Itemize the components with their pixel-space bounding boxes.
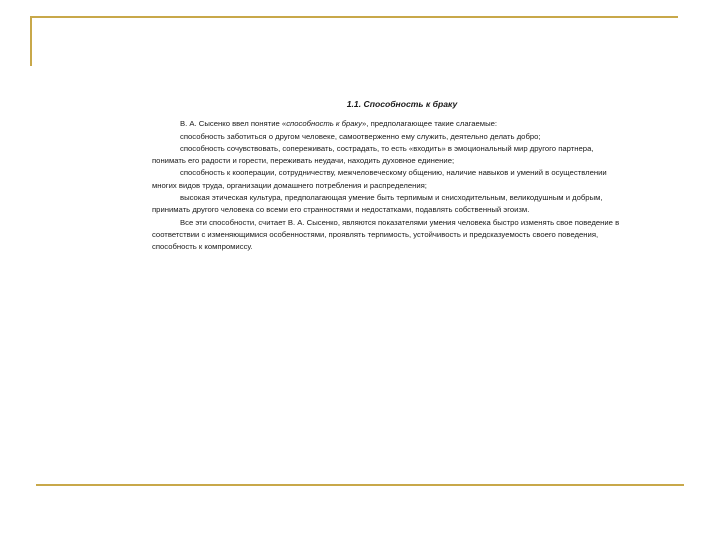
intro-paragraph — [152, 118, 624, 130]
list-item: способность к кооперации, сотрудничеству, межчеловеческому общению, наличие навыков и умений в осуществлении многих видов труда, организации домашнего потребления и распределения; — [152, 168, 607, 190]
list-item: высокая этическая культура, предполагающая умение быть терпимым и снисходительным, великодушным и добрым, принимать другого человека со всеми его странностями и недостатками, подавлять собственный эгоизм. — [152, 193, 603, 215]
slide-content — [152, 98, 624, 254]
frame-left-line — [30, 16, 32, 66]
frame-top-line — [30, 16, 678, 18]
intro-text-after: », предполагающее такие слагаемые: — [362, 119, 498, 129]
intro-text-before: В. А. Сысенко ввел понятие « — [180, 119, 287, 129]
section-title: 1.1. Способность к браку — [346, 99, 458, 109]
frame-bottom-line — [36, 484, 684, 486]
list-item: способность сочувствовать, сопереживать, сострадать, то есть «входить» в эмоциональный мир другого партнера, понимать его радости и горести, переживать неудачи, находить духовное единение; — [152, 143, 594, 166]
intro-term: способность к браку — [286, 119, 363, 129]
conclusion-paragraph: Все эти способности, считает В. А. Сысенко, являются показателями умения человека быстро изменять свое поведение в соответствии с изменяющимися особенностями, проявлять терпимость, устойчивость и предсказуемость своего поведения, способность к компромиссу. — [152, 217, 620, 252]
list-item: способность заботиться о другом человеке, самоотверженно ему служить, деятельно делать добро; — [180, 131, 541, 141]
